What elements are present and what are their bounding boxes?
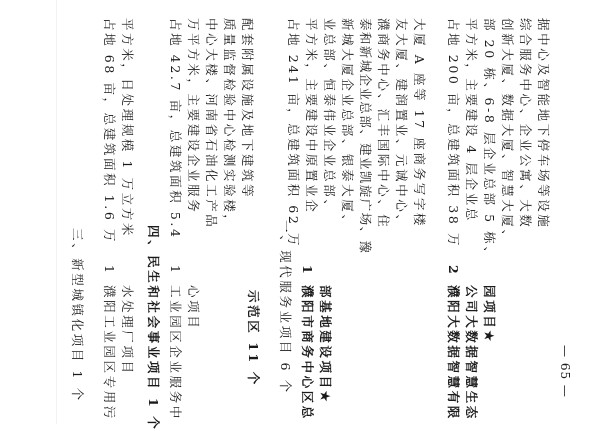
row-4-name-line-3: 园项目 ★ (480, 285, 498, 341)
demo-zone-heading: 示范区 11 个 (246, 290, 261, 387)
row-4-name-line-2: 公司大数据智慧生态 (464, 285, 479, 421)
row-1-name-line-2: 水处理厂项目 (120, 285, 135, 376)
row-3-name-line-1: 濮阳市商务中心区总 (300, 285, 315, 421)
row-2-content-line-1: 占地 42.7 亩，总建筑面积 5.4 (168, 18, 183, 240)
row-4-content-line-5: 综合服务中心、企业公寓、大数 (518, 18, 533, 230)
row-4-content-line-3: 部 20 栋、6-8 层企业总部 5 栋、 (482, 18, 497, 262)
row-2-number: 1 (168, 265, 183, 276)
row-2-content-line-2: 万平方米，主要建设企业服务 (186, 18, 201, 215)
page-divider (56, 0, 57, 424)
row-3-content-line-7: 友大厦、建润置业、元诚中心、 (394, 18, 409, 230)
row-3-content-line-1: 占地 241 亩，总建筑面积 62 万 (286, 18, 301, 249)
row-3-content-line-3: 业总部、恒泰伟业企业总部、 (322, 18, 337, 215)
row-4-content-line-4: 创新大厦、数据大厦、智慧大厦、 (500, 18, 515, 245)
section-4-heading: 四、民生和社会事业项目 1 个 (146, 225, 161, 431)
row-3-number: 1 (300, 265, 315, 277)
row-2-content-line-5: 配套附属设施及地下建筑等 (240, 18, 255, 200)
row-3-content-line-2: 平方米，主要建设中原置业企 (304, 18, 319, 215)
row-3-content-line-8: 大厦 A 座等 17 座商务写字楼 (412, 18, 427, 229)
page-number: — 65 — (558, 345, 572, 398)
row-2-content-line-4: 质量监督检验中心检测实验楼， (222, 18, 237, 230)
row-3-name-line-2: 部基地建设项目 ★ (316, 285, 334, 401)
star-icon (318, 391, 333, 402)
row-2-name-line-1: 工业园区企业服务中 (168, 285, 183, 421)
star-icon (482, 330, 497, 341)
section-1-heading: 一、现代服务业项目 6 个 (278, 220, 293, 395)
row-4-name-line-1: 濮阳大数据智慧有限 (446, 285, 461, 421)
row-4-content-line-2: 平方米，主要建设 4 层企业总 (464, 18, 479, 223)
row-4-content-line-6: 据中心及智能地下停车场等设施 (536, 18, 551, 230)
row-3-content-line-4: 新城大厦企业总部、银泰大厦、 (340, 18, 355, 230)
row-4-number: 2 (446, 265, 461, 277)
row-3-content-line-5: 泰和新城企业总部、建业凯旋广场、豫 (358, 18, 373, 255)
row-2-name-line-2: 心项目 (186, 285, 201, 331)
row-1-name-line-1: 濮阳工业园区专用污 (102, 285, 117, 421)
row-1-content-line-1: 占地 68 亩，总建筑面积 1.6 万 (102, 18, 117, 245)
row-1-content-line-2: 平方米，日处理规模 1 万立方米 (120, 18, 135, 239)
section-3-heading: 三、新型城镇化项目 1 个 (70, 228, 85, 403)
row-2-content-line-3: 中心大楼、河南省石油化工产品 (204, 18, 219, 230)
row-4-content-line-1: 占地 200 亩，总建筑面积 38 万 (446, 18, 461, 249)
row-3-content-line-6: 濮商务中心、汇丰国际中心、住 (376, 18, 391, 230)
row-1-number: 1 (102, 265, 117, 276)
